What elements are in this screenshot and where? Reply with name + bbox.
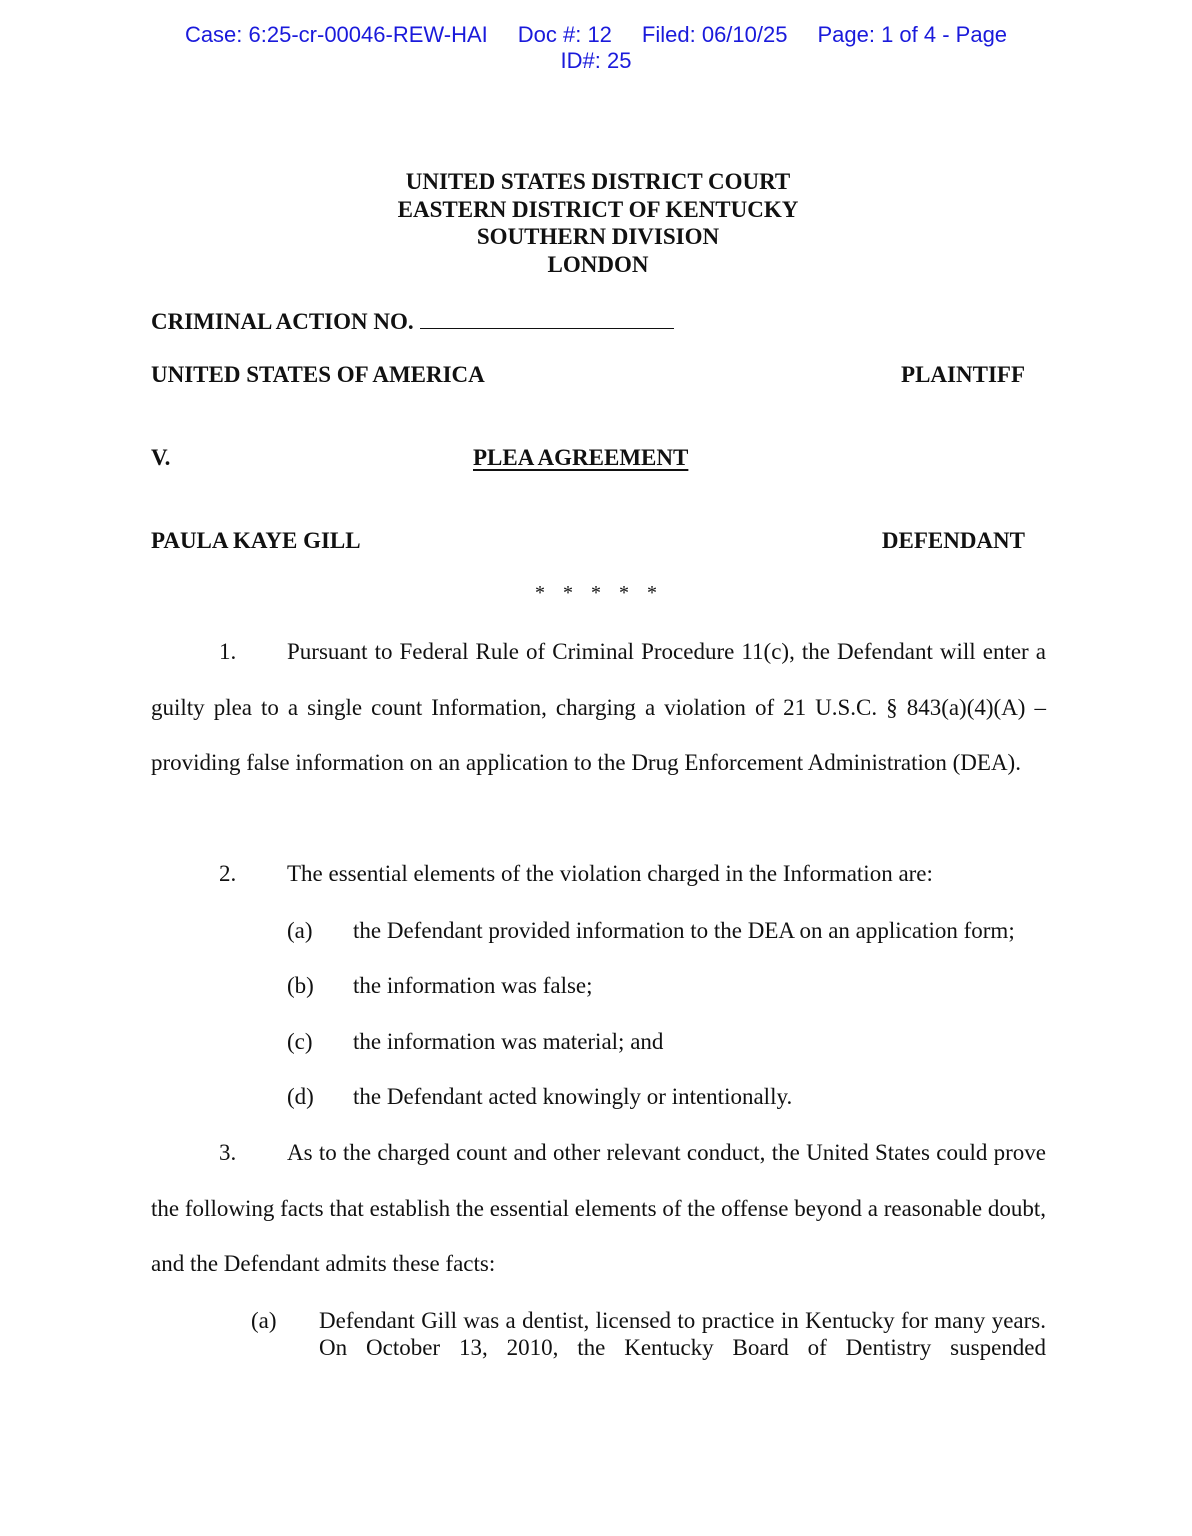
element-text: the Defendant provided information to the DEA on an application form; [353,918,1015,943]
separator-star: * [619,582,629,604]
paragraph-number: 3. [219,1140,237,1165]
element-text: the information was false; [353,973,593,998]
element-text: the Defendant acted knowingly or intentionally. [353,1084,793,1109]
paragraph-3 [151,1125,1046,1292]
court-name: UNITED STATES DISTRICT COURT [405,169,791,194]
stamp-page-id: ID#: 25 [560,48,632,73]
stamp-doc-number: Doc #: 12 [517,22,612,47]
fact-label: (a) [251,1308,277,1333]
paragraph-1 [151,624,1046,791]
stamp-filed-date: Filed: 06/10/25 [641,22,788,47]
filing-stamp [0,22,1192,74]
fact-text: Defendant Gill was a dentist, licensed to practice in Kentucky for many years. On October 13, 2010, the Kentucky Board of Dentistry suspended [319,1308,1046,1360]
paragraph-2 [151,846,1046,902]
paragraph-number: 2. [219,861,237,886]
court-district: EASTERN DISTRICT OF KENTUCKY [397,196,799,222]
element-label: (b) [287,973,314,998]
element-label: (a) [287,918,313,943]
stamp-case-number: Case: 6:25-cr-00046-REW-HAI [184,22,488,47]
element-text: the information was material; and [353,1029,664,1054]
court-location: LONDON [547,251,649,277]
paragraph-text: As to the charged count and other relevant conduct, the United States could prove the following facts that establish the essential elements of the offense beyond a reasonable doubt, and the Defendant admits these facts: [151,1140,1046,1276]
document-title: PLEA AGREEMENT [473,445,689,470]
court-header [0,168,1192,278]
paragraph-text: The essential elements of the violation charged in the Information are: [287,861,933,886]
criminal-action-line [151,306,674,335]
court-division: SOUTHERN DIVISION [476,224,720,249]
paragraph-number: 1. [219,639,237,664]
fact-item [251,1307,1046,1361]
defendant-role: DEFENDANT [881,528,1025,553]
defendant-name: PAULA KAYE GILL [151,528,361,553]
separator-star: * [647,582,657,604]
separator-star: * [535,582,545,604]
separator-star: * [563,582,573,604]
section-separator [0,582,1192,605]
plaintiff-role: PLAINTIFF [901,362,1025,387]
action-number-blank [420,306,674,329]
separator-star: * [591,582,601,604]
criminal-action-label: CRIMINAL ACTION NO. [151,309,414,334]
versus-label: V. [151,445,171,470]
element-label: (c) [287,1029,313,1054]
stamp-page-number: Page: 1 of 4 - Page [817,22,1008,47]
element-label: (d) [287,1084,314,1109]
paragraph-text: Pursuant to Federal Rule of Criminal Procedure 11(c), the Defendant will enter a guilty plea to a single count Information, charging a violation of 21 U.S.C. § 843(a)(4)(A) – providing false information on an application to the Drug Enforcement Administration (DEA). [151,639,1046,775]
plaintiff-name: UNITED STATES OF AMERICA [151,362,485,387]
